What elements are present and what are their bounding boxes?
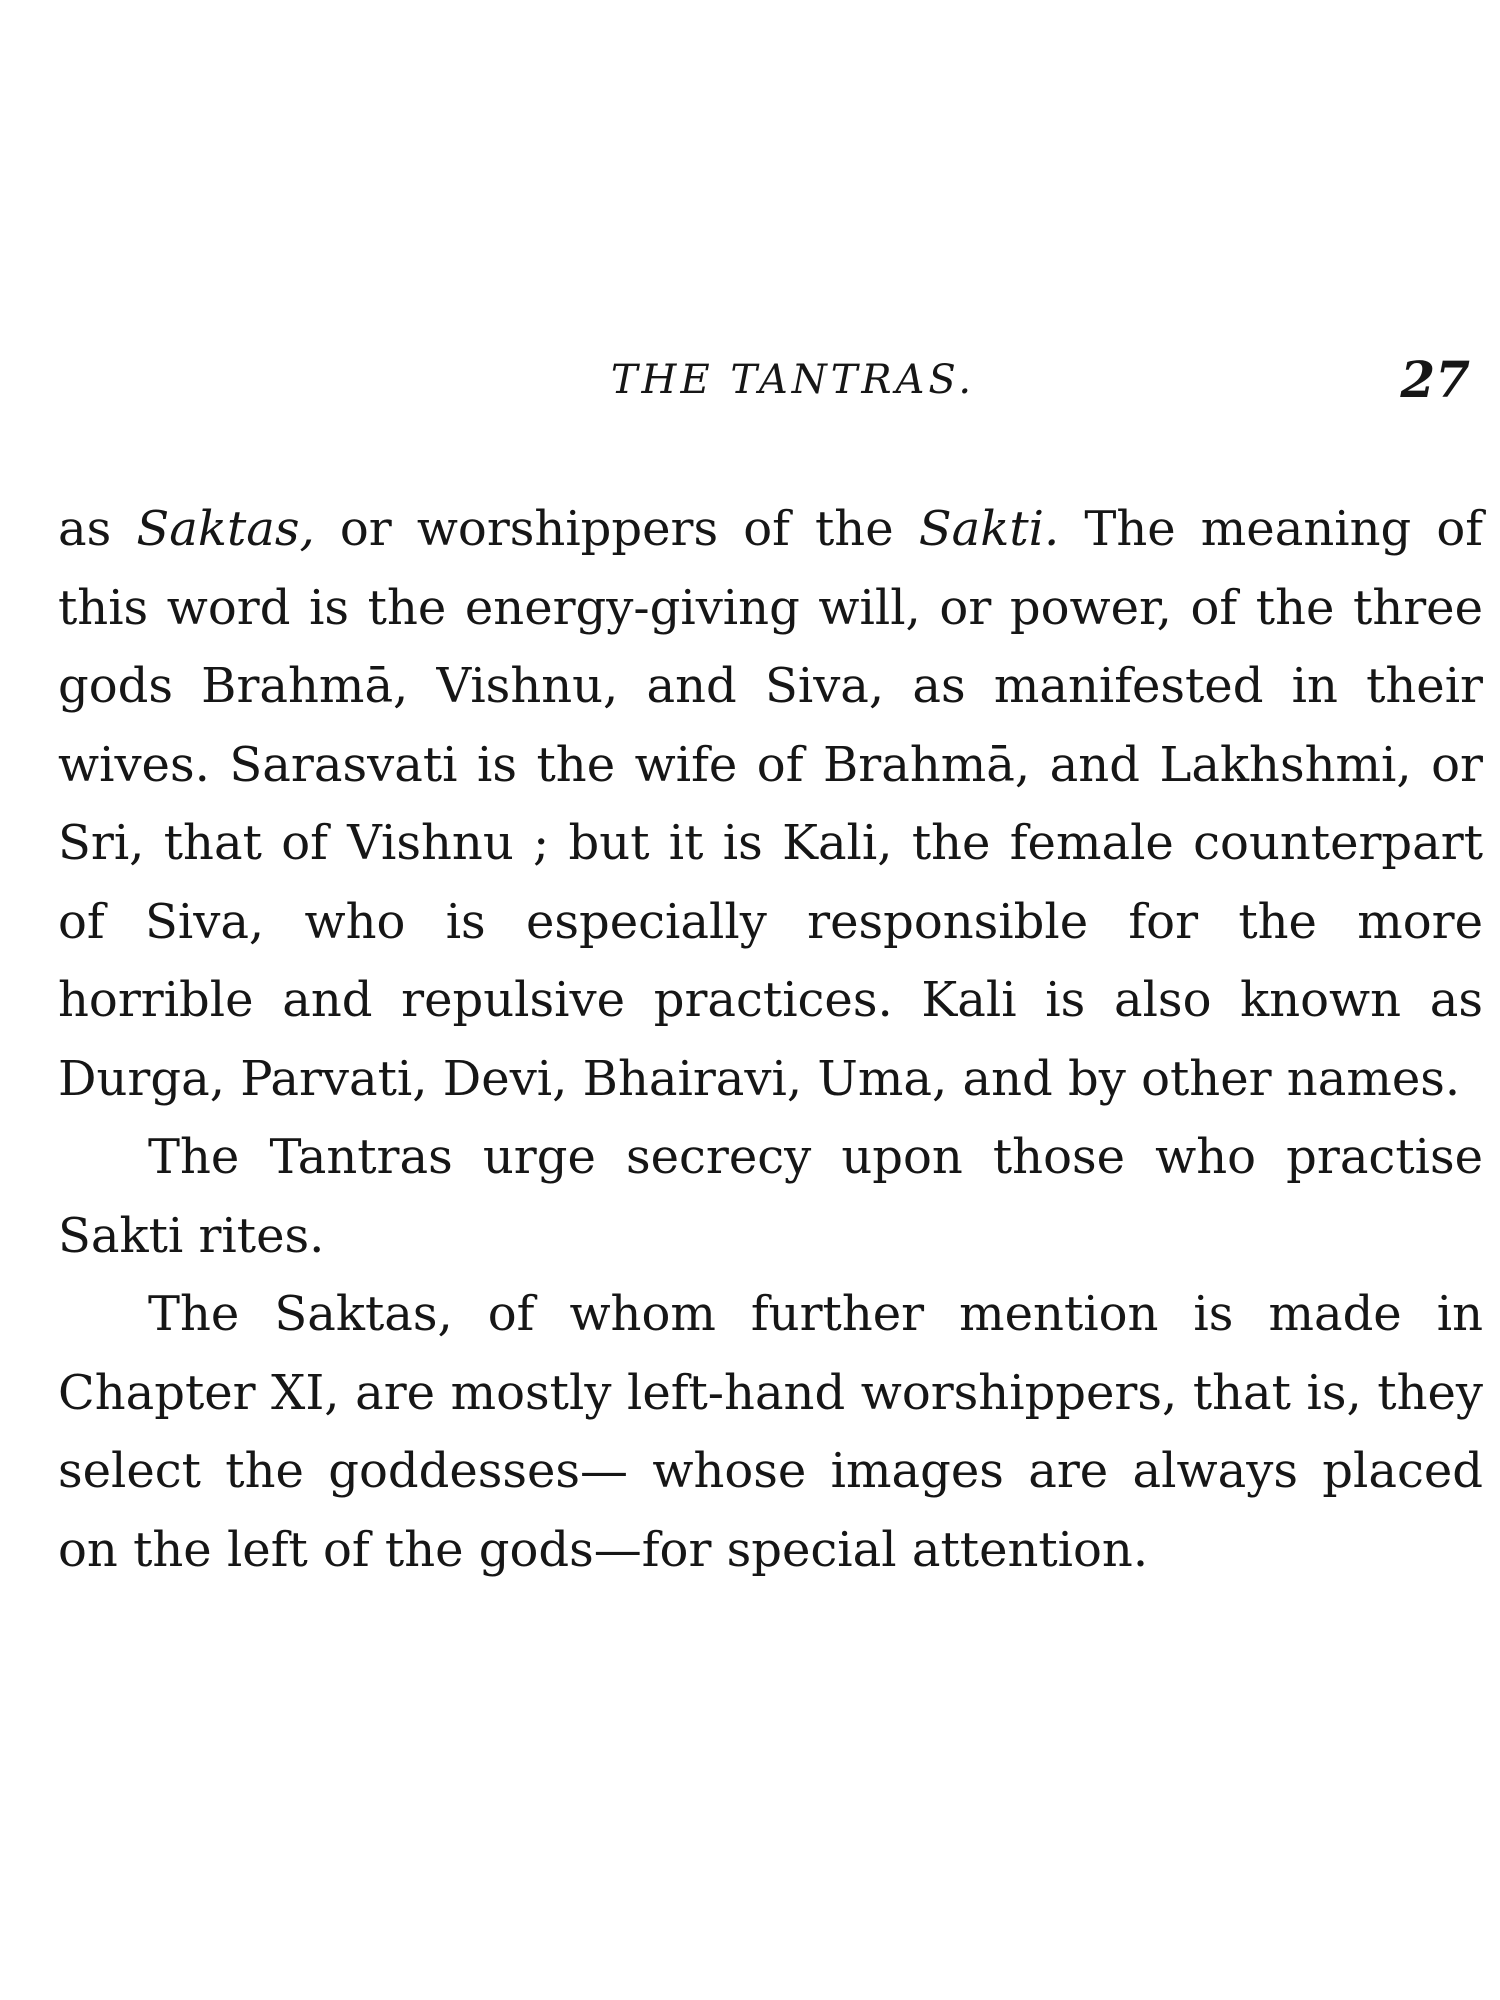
text-segment: as (58, 501, 137, 557)
italic-term-saktas: Saktas, (136, 501, 315, 557)
text-segment: or worshippers of the (314, 501, 919, 557)
page-header-title: THE TANTRAS. (610, 357, 976, 403)
paragraph (58, 1275, 1483, 1589)
running-head (56, 350, 1470, 410)
italic-term-sakti: Sakti. (918, 501, 1060, 557)
text-segment: The meaning of this word is the energy-giving will, or power, of the three gods Brahmā, Vishnu, and Siva, as manifested in their wives. Sarasvati is the wife of Brahmā, and Lakhshmi, or Sri, that of Vishnu ; but it is Kali, the female counterpart of Siva, who is especially responsible for the more horrible and repulsive practices. Kali is also known as Durga, Parvati, Devi, Bhairavi, Uma, and by other names. (58, 501, 1484, 1107)
text-segment: The Saktas, of whom further mention is made in Chapter XI, are mostly left-hand worshippers, that is, they select the goddesses— whose images are always placed on the left of the gods—for special attention. (58, 1286, 1483, 1578)
text-segment: The Tantras urge secrecy upon those who practise Sakti rites. (58, 1129, 1483, 1264)
page-number: 27 (1400, 350, 1470, 409)
paragraph (58, 490, 1483, 1118)
body-text (58, 490, 1483, 1589)
paragraph (58, 1118, 1483, 1275)
